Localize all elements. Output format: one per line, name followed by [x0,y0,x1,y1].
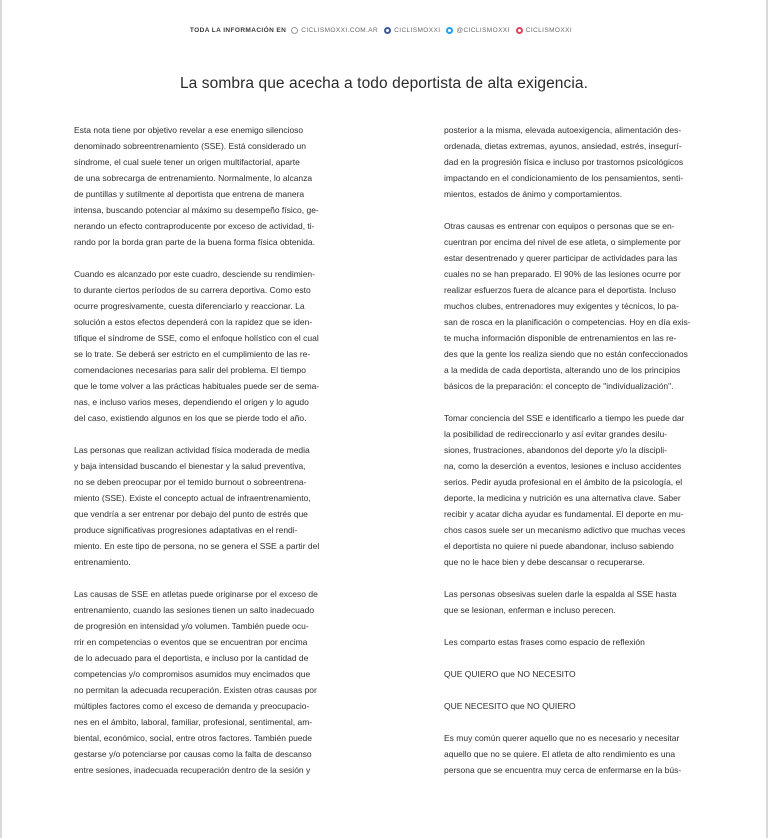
facebook-link[interactable] [384,27,440,34]
facebook-icon [384,27,391,34]
website-label: CICLISMOXXI.COM.AR [301,27,379,34]
paragraph: Esta nota tiene por objetivo revelar a ese enemigo silencioso denominado sobreentrenamiento (SSE). Está considerado un síndrome, el cual suele tener un origen multifactorial, aparte de una sobrecarga de entrenamiento. Normalmente, lo alcanza de puntillas y sutilmente al deportista que entrena de manera intensa, buscando potenciar al máximo su desempeño físico, ge- nerando un efecto contraproducente por exceso de actividad, ti- rando por la borda gran parte de la buena forma física obtenida. [74,125,319,247]
website-link[interactable] [291,27,378,34]
paragraph: Las personas obsesivas suelen darle la espalda al SSE hasta que se lesionan, enferman e incluso perecen. [444,589,677,615]
twitter-link[interactable] [446,27,509,34]
paragraph: Las causas de SSE en atletas puede originarse por el exceso de entrenamiento, cuando las sesiones tienen un salto inadecuado de progresión en intensidad y/o volumen. También puede ocu- rrir en competencias o eventos que se encuentran por encima de lo adecuado para el deportista, e incluso por la cantidad de competencias y/o compromisos asumidos muy encimados que no permitan la adecuada recuperación. Existen otras causas por múltiples factores como el exceso de demanda y preocupacio- nes en el ámbito, laboral, familiar, profesional, sentimental, am- biental, económico, social, entre otros factores. También puede gestarse y/o potenciarse por causas como la falta de descanso entre sesiones, inadecuada recuperación dentro de la sesión y [74,589,318,775]
paragraph: Cuando es alcanzado por este cuadro, desciende su rendimien- to durante ciertos períodos de su carrera deportiva. Como esto ocurre progresivamente, cuesta diferenciarlo y reaccionar. La solución a estos efectos dependerá con la rapidez que se iden- tifique el síndrome de SSE, como el enfoque holístico con el cual se lo trate. Se deberá ser estricto en el cumplimiento de las re- comendaciones necesarias para salir del problema. El tiempo que le tome volver a las prácticas habituales puede ser de sema- nas, e incluso varios meses, dependiendo el origen y lo agudo del caso, existiendo algunos en los que se pierde todo el año. [74,269,320,423]
paragraph: Las personas que realizan actividad física moderada de media y baja intensidad buscando el bienestar y la salud preventiva, no se deben preocupar por el temido burnout o sobreentrena- miento (SSE). Existe el concepto actual de infraentrenamiento, que vendría a ser entrenar por debajo del punto de estrés que produce significativas progresiones adaptativas en el rendi- miento. En este tipo de persona, no se genera el SSE a partir del entrenamiento. [74,445,320,567]
instagram-label: CICLISMOXXI [525,27,573,34]
instagram-link[interactable] [516,27,572,34]
paragraph: posterior a la misma, elevada autoexigencia, alimentación des- ordenada, dietas extremas, ayunos, ansiedad, estrés, insegurí- dad en la progresión física e incluso por trastornos psicológicos impactando en el condicionamiento de los pensamientos, senti- mientos, estados de ánimo y comportamientos. [444,125,684,199]
paragraph: Es muy común querer aquello que no es necesario y necesitar aquello que no se quiere. El atleta de alto rendimiento es una persona que se encuentra muy cerca de enfermarse en la bús- [444,733,682,775]
twitter-label: @CICLISMOXXI [456,27,510,34]
header-bar [0,27,768,34]
globe-icon [291,27,298,34]
article-title: La sombra que acecha a todo deportista de alta exigencia. [179,75,589,92]
facebook-label: CICLISMOXXI [394,27,441,34]
left-column [74,122,344,794]
right-column [444,122,714,794]
page-edge-left [0,0,2,838]
paragraph: Tomar conciencia del SSE e identificarlo a tiempo les puede dar la posibilidad de redireccionarlo y así evitar grandes desilu- siones, frustraciones, abandonos del deporte y/o la discipli- na, como la deserción a eventos, lesiones e incluso accidentes serios. Pedir ayuda profesional en el ámbito de la psicología, el deporte, la medicina y nutrición es una alternativa clave. Saber recibir y acatar dicha ayudar es fundamental. El deporte en mu- chos casos suele ser un mecanismo adictivo que muchas veces el deportista no quiere ni puede abandonar, incluso sabiendo que no le hace bien y debe descansar o recuperarse. [444,413,686,567]
paragraph: QUE QUIERO que NO NECESITO [444,669,576,679]
header-lead: TODA LA INFORMACIÓN EN [189,27,287,34]
paragraph: Les comparto estas frases como espacio de reflexión [444,637,645,647]
instagram-icon [516,27,523,34]
paragraph: Otras causas es entrenar con equipos o personas que se en- cuentran por encima del nivel de ese atleta, o simplemente por estar desentrenado y querer participar de actividades para las cuales no se han preparado. El 90% de las lesiones ocurre por realizar esfuerzos fuera de alcance para el deportista. Incluso muchos clubes, entrenadores muy exigentes y técnicos, lo pa- san de rosca en la planificación o competencias. Hoy en día exis- te mucha información disponible de entrenamientos en las re- des que la gente los realiza siendo que no están confeccionados a la medida de cada deportista, alterando uno de los principios básicos de la preparación: el concepto de "individualización". [444,221,691,391]
paragraph: QUE NECESITO que NO QUIERO [444,701,576,711]
twitter-icon [446,27,453,34]
